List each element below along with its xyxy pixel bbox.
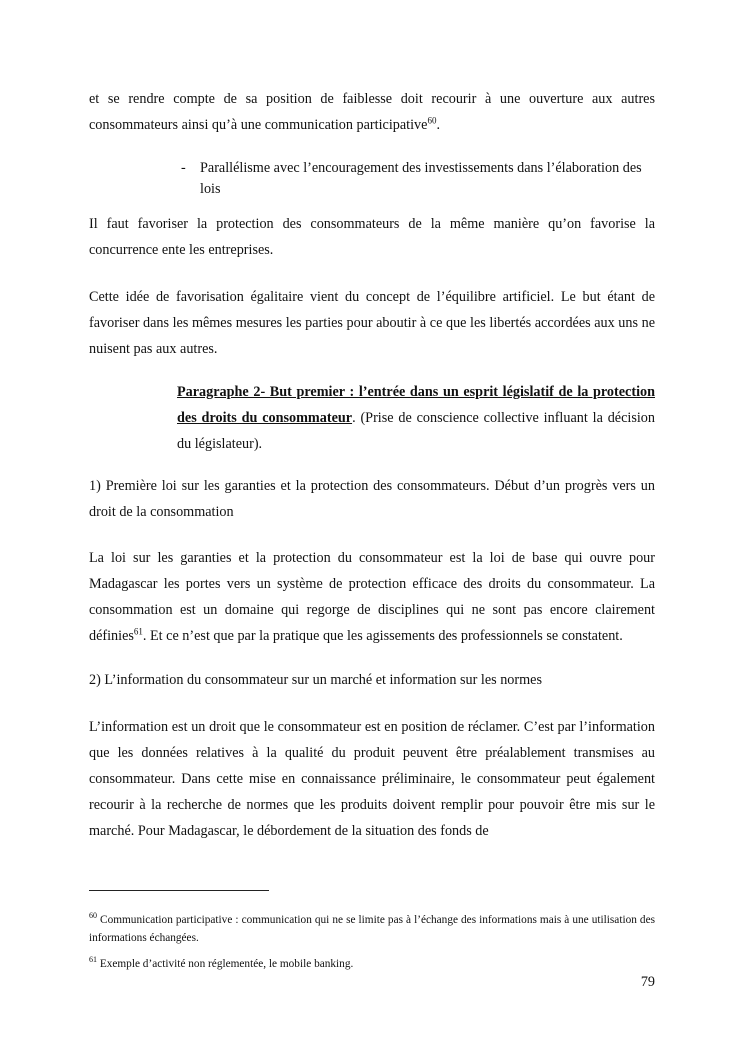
footnote-separator xyxy=(89,890,269,891)
paragraph-equilibre: Cette idée de favorisation égalitaire vient du concept de l’équilibre artificiel. Le but étant de favoriser dans les mêmes mesures les parties pour aboutir à ce que les libertés accordées aux uns ne nuisent pas aux autres. xyxy=(89,289,655,357)
footnote-61 xyxy=(89,955,655,973)
paragraph-intro-end: . xyxy=(436,117,440,133)
section-heading xyxy=(177,379,655,457)
footnote-ref-61[interactable]: 61 xyxy=(133,626,143,637)
paragraph-premiere-loi: 1) Première loi sur les garanties et la protection des consommateurs. Début d’un progrès vers un droit de la consommation xyxy=(89,478,655,520)
paragraph-intro xyxy=(89,86,655,138)
section-heading-subtitle: . (Prise de conscience collective influant la décision du législateur). xyxy=(177,410,655,452)
paragraph-intro-text: et se rendre compte de sa position de faiblesse doit recourir à une ouverture aux autres consommateurs ainsi qu’à une communication participative xyxy=(89,91,655,133)
section-heading-title: Paragraphe 2- But premier : l’entrée dans un esprit législatif de la protection des droits du consommateur xyxy=(177,384,655,426)
footnote-ref-60[interactable]: 60 xyxy=(427,115,437,126)
paragraph-loi-base-end: . Et ce n’est que par la pratique que les agissements des professionnels se constatent. xyxy=(142,628,623,644)
paragraph-loi-base-text: La loi sur les garanties et la protection du consommateur est la loi de base qui ouvre pour Madagascar les portes vers un système de protection efficace des droits du consommateur. La consommation est un domaine qui regorge de disciplines qui ne sont pas encore clairement définies xyxy=(89,550,655,644)
paragraph-information: L’information est un droit que le consommateur est en position de réclamer. C’est par l’information que les données relatives à la qualité du produit peuvent être préalablement transmises au consommateur. Dans cette mise en connaissance préliminaire, le consommateur peut également recourir à la recherche de normes que les produits doivent remplir pour pouvoir être mis sur le marché. Pour Madagascar, le débordement de la situation des fonds de xyxy=(89,719,655,839)
page-number: 79 xyxy=(640,974,655,990)
bullet-parallelisme: Parallélisme avec l’encouragement des investissements dans l’élaboration des lois xyxy=(200,160,642,197)
footnote-text: Communication participative : communication qui ne se limite pas à l’échange des informations mais à une utilisation des informations échangées. xyxy=(89,914,655,944)
footnote-number: 60 xyxy=(89,911,97,921)
paragraph-loi-base xyxy=(89,545,655,649)
footnote-text: Exemple d’activité non réglementée, le mobile banking. xyxy=(97,958,354,970)
bullet-dash: - xyxy=(181,160,186,176)
footnote-number: 61 xyxy=(89,955,97,965)
paragraph-information-heading: 2) L’information du consommateur sur un marché et information sur les normes xyxy=(89,672,542,688)
footnote-60 xyxy=(89,911,655,947)
paragraph-favoriser: Il faut favoriser la protection des consommateurs de la même manière qu’on favorise la concurrence ente les entreprises. xyxy=(89,216,655,258)
